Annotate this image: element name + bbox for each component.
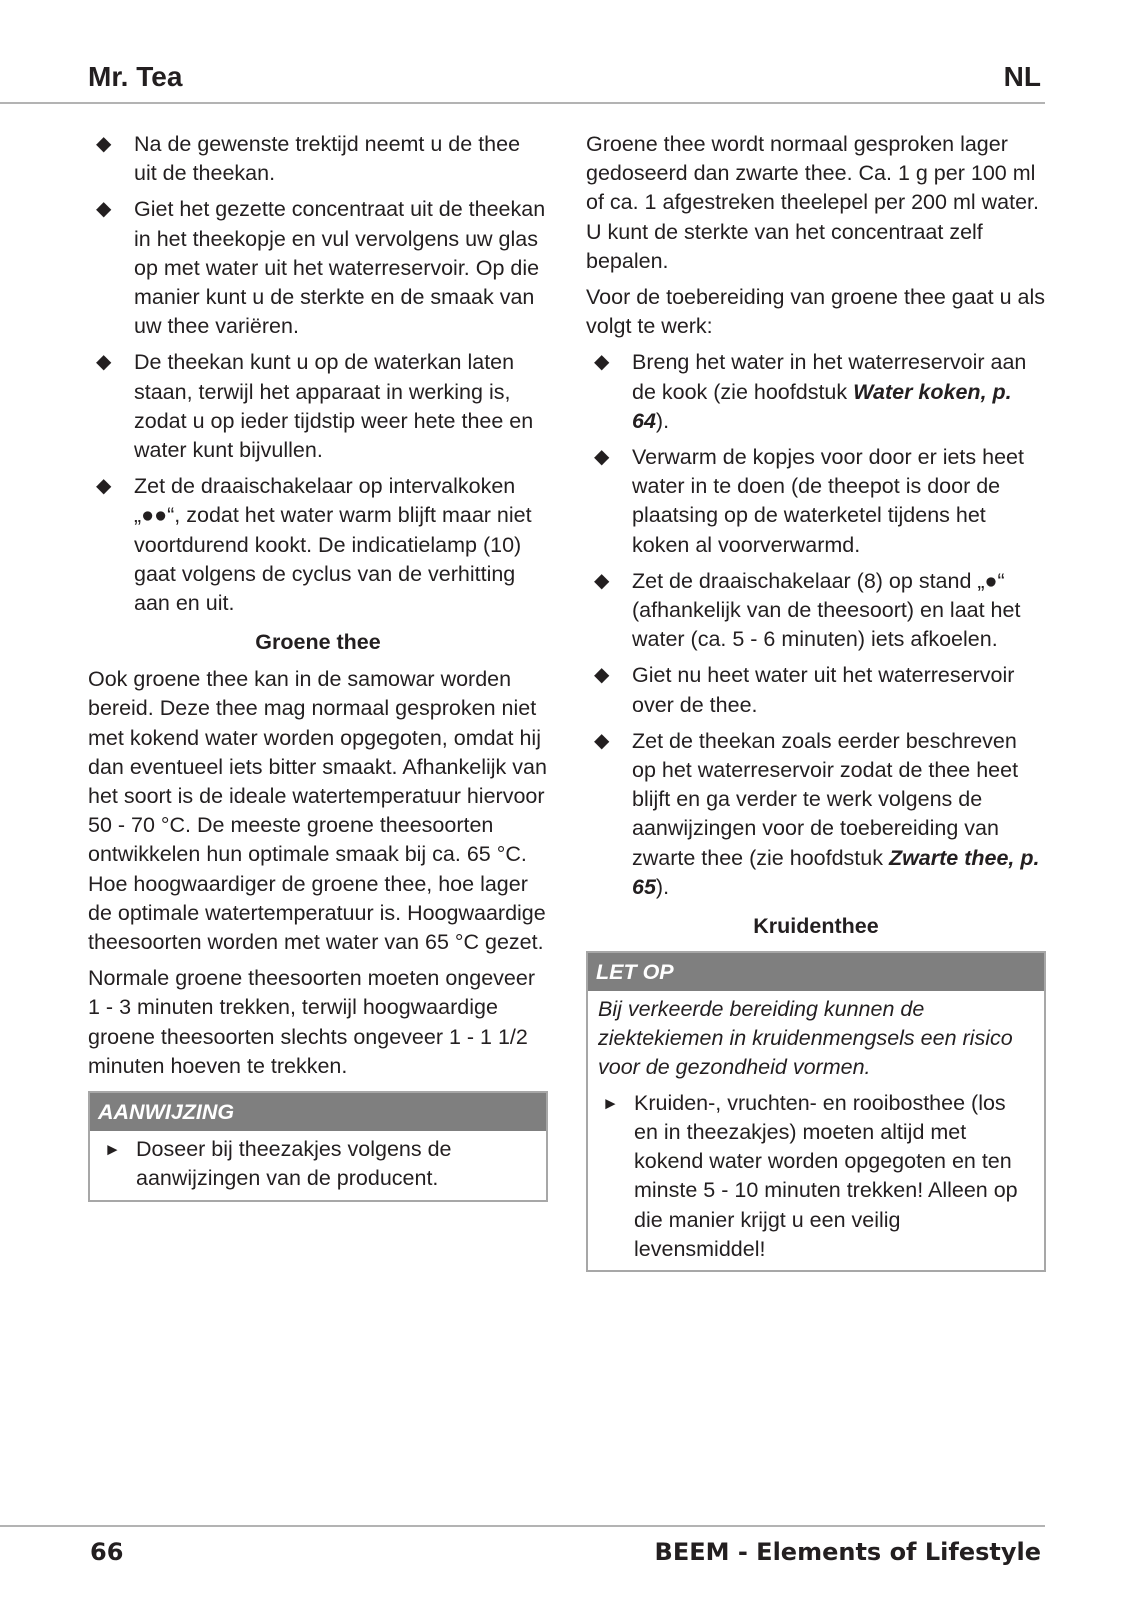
step-list (586, 348, 1046, 902)
paragraph: Groene thee wordt normaal gesproken lager gedoseerd dan zwarte thee. Ca. 1 g per 100 ml of ca. 1 afgestreken theelepel per 200 ml water. U kunt de sterkte van het concentraat zelf bepalen. (586, 132, 1039, 273)
diamond-bullet-icon: ◆ (96, 198, 112, 221)
paragraph: Ook groene thee kan in de samowar worden bereid. Deze thee mag normaal gesproken niet met kokend water worden opgegoten, omdat hij dan eventueel iets bitter smaakt. Afhankelijk van het soort is de ideale watertemperatuur hiervoor 50 - 70 °C. De meeste groene theesoorten ontwikkelen hun optimale smaak bij ca. 65 °C. Hoe hoogwaardiger de groene thee, hoe lager de optimale watertemperatuur is. Hoogwaardige theesoorten worden met water van 65 °C gezet. (88, 667, 547, 955)
page-footer (0, 1525, 1045, 1566)
diamond-bullet-icon: ◆ (594, 729, 610, 752)
diamond-bullet-icon: ◆ (594, 446, 610, 469)
paragraph: Normale groene theesoorten moeten ongeveer 1 - 3 minuten trekken, terwijl hoogwaardige groene theesoorten slechts ongeveer 1 - 1 1/2 minuten hoeven te trekken. (88, 966, 536, 1078)
list-item: ◆ Na de gewenste trektijd neemt u de thee uit de theekan. (96, 132, 521, 186)
document-title: Mr. Tea (88, 61, 183, 92)
list-item: ◆ Giet nu heet water uit het waterreservoir over de thee. (594, 663, 1015, 717)
cross-reference: Water koken, p. 64 (632, 379, 1012, 433)
list-item: ◆ Verwarm de kopjes voor door er iets heet water in te doen (de theepot is door de plaatsing op de waterketel tijdens het koken al voorverwarmd. (594, 445, 1024, 557)
diamond-bullet-icon: ◆ (594, 569, 610, 592)
list-item: ◆ De theekan kunt u op de waterkan laten staan, terwijl het apparaat in werking is, zodat u op ieder tijdstip weer hete thee en water kunt bijvullen. (96, 350, 534, 463)
diamond-bullet-icon: ◆ (96, 133, 112, 155)
list-item: ► Kruiden-, vruchten- en rooibosthee (los en in theezakjes) moeten altijd met kokend water worden opgegoten en ten minste 5 - 10 minuten trekken! Alleen op die manier krijgt u een veilig levensmiddel! (602, 1090, 1018, 1261)
diamond-bullet-icon: ◆ (594, 664, 610, 687)
right-column (586, 130, 1046, 1272)
note-box (88, 1091, 548, 1201)
brand-name: BEEM - Elements of Lifestyle (654, 1538, 1041, 1566)
arrow-bullet-icon: ► (104, 1140, 121, 1160)
warning-intro: Bij verkeerde bereiding kunnen de ziektekiemen in kruidenmengsels een risico voor de gezondheid vormen. (598, 997, 1013, 1080)
cross-reference: Zwarte thee, p. 65 (632, 845, 1040, 899)
list-item: ◆ Zet de draaischakelaar op intervalkoken „●●“, zodat het water warm blijft maar niet voortdurend kookt. De indicatielamp (10) gaat volgens de cyclus van de verhitting aan en uit. (96, 474, 532, 616)
list-item: ◆ Giet het gezette concentraat uit de theekan in het theekopje en vul vervolgens uw glas op met water uit het waterreservoir. Op die manier kunt u de sterkte en de smaak van uw thee variëren. (96, 197, 546, 339)
warning-box-title: LET OP (588, 953, 1044, 991)
list-item: ◆ Zet de draaischakelaar (8) op stand „●“ (afhankelijk van de theesoort) en laat het water (ca. 5 - 6 minuten) iets afkoelen. (594, 568, 1021, 652)
note-box-title: AANWIJZING (90, 1093, 546, 1131)
list-item: ◆ Zet de theekan zoals eerder beschreven op het waterreservoir zodat de thee heet blijft en ga verder te werk volgens de aanwijzingen voor de toebereiding van zwarte thee (zie hoofdstuk Zwarte thee, p. 65). (594, 728, 1040, 899)
left-column (88, 130, 548, 1202)
page-number: 66 (90, 1538, 124, 1566)
list-item: ◆ Breng het water in het waterreservoir aan de kook (zie hoofdstuk Water koken, p. 64). (594, 350, 1027, 433)
page-header (0, 0, 1045, 104)
language-code: NL (1003, 61, 1041, 92)
warning-box (586, 951, 1046, 1272)
arrow-bullet-icon: ► (602, 1093, 619, 1113)
diamond-bullet-icon: ◆ (594, 351, 610, 374)
diamond-bullet-icon: ◆ (96, 475, 112, 498)
paragraph: Voor de toebereiding van groene thee gaat u als volgt te werk: (586, 285, 1046, 339)
section-heading-groene-thee: Groene thee (255, 630, 381, 655)
step-list (88, 130, 548, 618)
diamond-bullet-icon: ◆ (96, 351, 112, 374)
list-item: ► Doseer bij theezakjes volgens de aanwijzingen van de producent. (104, 1137, 452, 1191)
section-heading-kruidenthee: Kruidenthee (753, 914, 879, 939)
